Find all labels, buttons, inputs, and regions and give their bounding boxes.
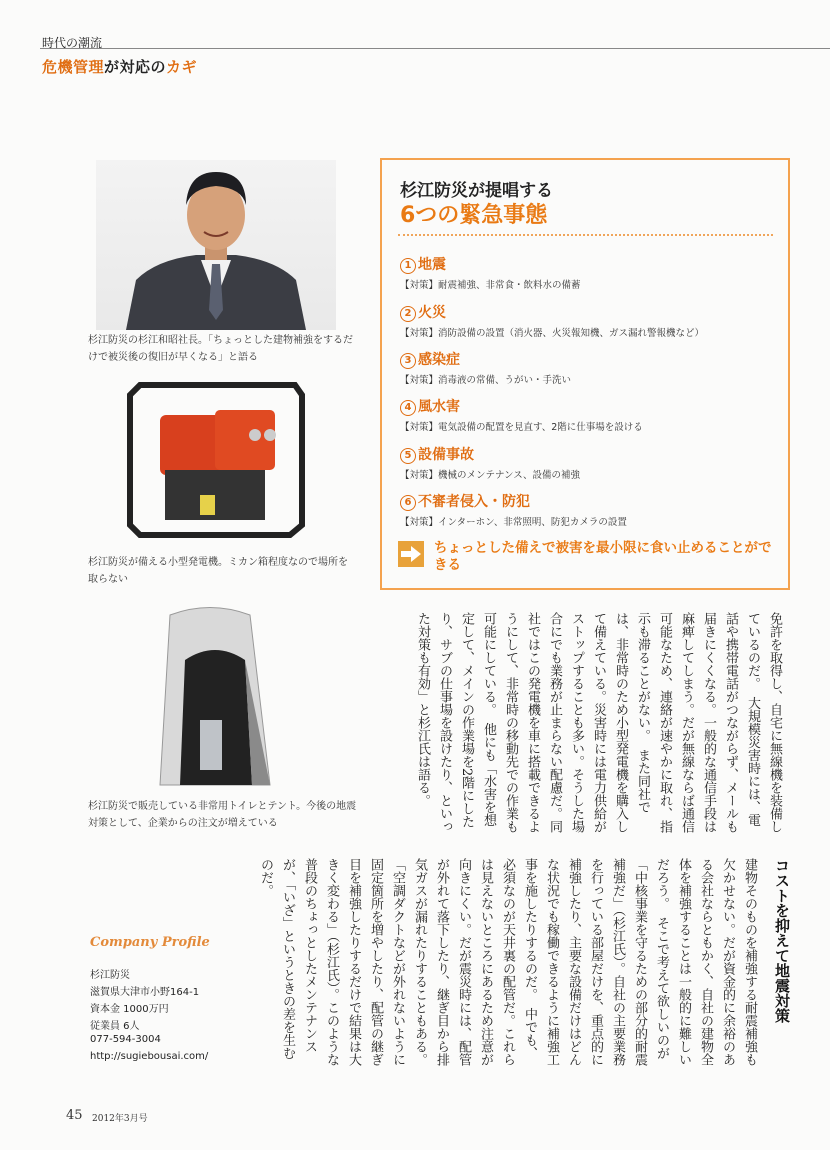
item-heading: 設備事故	[418, 447, 474, 463]
item-body: 【対策】電気設備の配置を見直す、2階に仕事場を設ける	[400, 422, 643, 433]
issue-date: 2012年3月号	[92, 1114, 148, 1124]
caption-line: 取らない	[88, 574, 128, 585]
title-part-a: 危機管理	[42, 58, 105, 76]
page-title	[42, 56, 197, 77]
item-body: 【対策】インターホン、非常照明、防犯カメラの設置	[400, 517, 627, 528]
emergency-item	[400, 349, 571, 386]
tent-caption	[88, 798, 356, 832]
item-number: 6	[400, 495, 416, 511]
arrow-icon	[398, 541, 424, 567]
item-heading: 火災	[418, 305, 446, 321]
article-lower: 建物そのものを補強する耐震補強も欠かせない。だが資金的に余裕のある会社ならともかく、自社の建物全体を補強することは一般的に難しいだろう。 そこで考えて欲しいのが「中核事業を守るための部分的耐震補強だ」（杉江氏）。自社の主要業務を行っている部屋だけを、重点的に補強したり、主要な設備だけはどんな状況でも稼働できるように補強工事を施したりするのだ。 中でも、必須なのが天井裏の配管だ。これらは見えないところにあるため注意が向きにくい。だが震災時には、配管が外れて落下したり、継ぎ目から排気ガスが漏れたりすることもある。「空調ダクトなどが外れないように固定箇所を増やしたり、配管の継ぎ目を補強したりするだけで結果は大きく変わる」（杉江氏）。このような普段のちょっとしたメンテナンスが、「いざ」というときの差を生むのだ。	[258, 858, 757, 1066]
profile-line: 滋賀県大津市小野164-1	[90, 987, 200, 998]
header-rule	[40, 48, 830, 49]
generator-photo	[120, 375, 310, 545]
caption-line: けで被災後の復旧が早くなる」と語る	[88, 352, 258, 363]
box-conclusion: ちょっとした備えで被害を最小限に食い止めることができる	[434, 540, 772, 573]
page-number: 45	[66, 1108, 83, 1123]
caption-line: 杉江防災の杉江和昭社長。「ちょっとした建物補強をするだ	[88, 335, 353, 346]
emergency-item	[400, 254, 581, 291]
box-title-sub: 杉江防災が提唱する	[400, 181, 553, 201]
item-heading: 風水害	[418, 399, 460, 415]
emergency-item	[400, 444, 580, 481]
item-body: 【対策】消防設備の設置（消火器、火災報知機、ガス漏れ警報機など）	[400, 328, 705, 339]
article-upper: 免許を取得し、自宅に無線機を装備しているのだ。 大規模災害時には、電話や携帯電話がつながらず、メールも届きにくくなる。一般的な通信手段は麻痺してしまう。だが無線ならば通信可能なため、連絡が速やかに取れ、指示も滞ることがない。 また同社では、非常時のため小型発電機を購入して備えている。災害時には電力供給がストップすることも多い。そうした場合にでも業務が止まらない配慮だ。同社ではこの発電機を車に搭載できるようにして、非常時の移動先での作業も可能にしている。 他にも「水害を想定して、メインの作業場を2階にしたり、サブの仕事場を設けたり、といった対策も有効」と杉江氏は語る。	[415, 612, 782, 833]
generator-caption	[88, 554, 348, 588]
emergency-item	[400, 491, 627, 528]
item-number: 2	[400, 306, 416, 322]
box-divider	[398, 234, 773, 236]
emergency-box	[380, 158, 790, 590]
profile-line: 077-594-3004	[90, 1034, 161, 1045]
item-heading: 不審者侵入・防犯	[418, 494, 530, 510]
profile-title: Company Profile	[90, 935, 210, 950]
profile-line: 従業員 6人	[90, 1021, 140, 1032]
section-label: 時代の潮流	[42, 36, 103, 50]
item-body: 【対策】耐震補強、非常食・飲料水の備蓄	[400, 280, 581, 291]
emergency-item	[400, 302, 704, 339]
president-caption	[88, 332, 353, 366]
emergency-item	[400, 396, 643, 433]
item-body: 【対策】機械のメンテナンス、設備の補強	[400, 470, 581, 481]
item-number: 1	[400, 258, 416, 274]
item-number: 4	[400, 400, 416, 416]
article-heading: コストを抑えて地震対策	[773, 858, 791, 1023]
tent-photo	[140, 600, 280, 790]
president-photo	[96, 160, 336, 330]
box-title-main: 6つの緊急事態	[400, 203, 548, 228]
caption-line: 対策として、企業からの注文が増えている	[88, 818, 278, 829]
item-number: 3	[400, 353, 416, 369]
title-part-b: が対応の	[104, 58, 167, 76]
profile-url[interactable]: http://sugiebousai.com/	[90, 1051, 209, 1062]
caption-line: 杉江防災が備える小型発電機。ミカン箱程度なので場所を	[88, 557, 348, 568]
profile-line: 杉江防災	[90, 970, 130, 981]
profile-line: 資本金 1000万円	[90, 1004, 169, 1015]
item-number: 5	[400, 448, 416, 464]
title-part-c: カギ	[166, 58, 198, 76]
caption-line: 杉江防災で販売している非常用トイレとテント。今後の地震	[88, 801, 357, 812]
item-heading: 感染症	[418, 352, 460, 368]
item-body: 【対策】消毒液の常備、うがい・手洗い	[400, 375, 572, 386]
item-heading: 地震	[418, 257, 446, 273]
